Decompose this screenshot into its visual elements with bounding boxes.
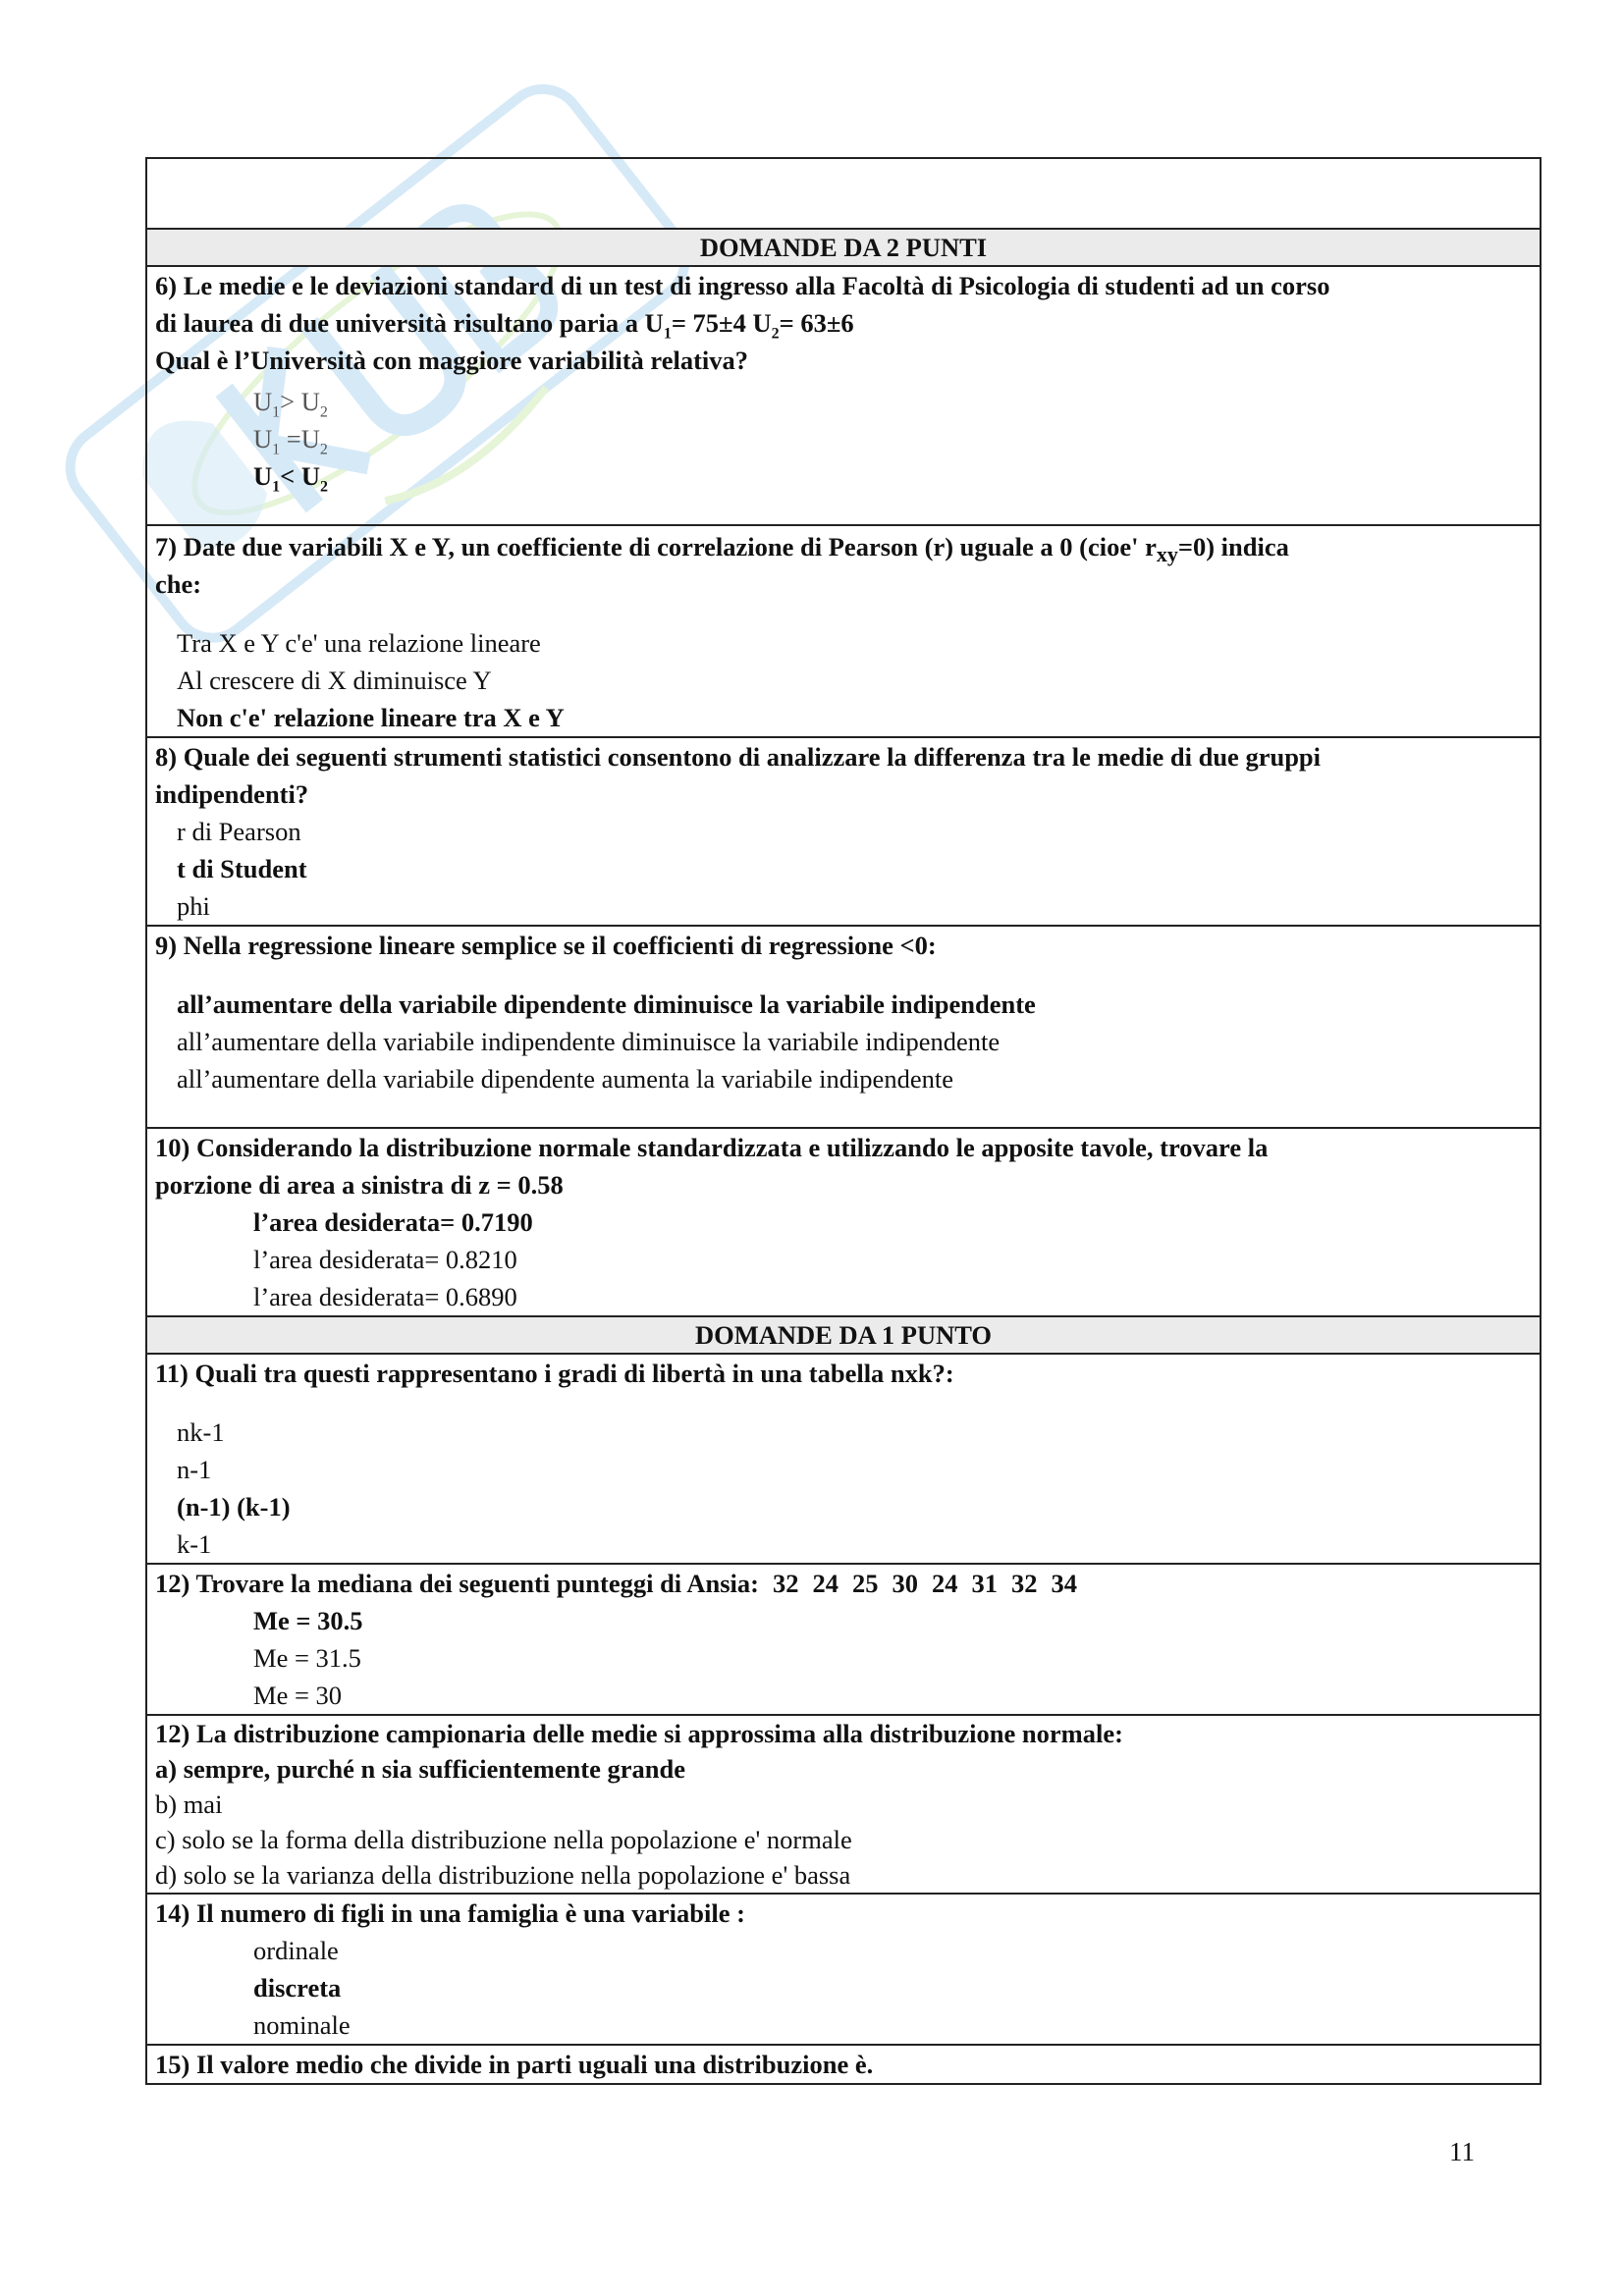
question-text: 11) Quali tra questi rappresentano i gradi di libertà in una tabella nxk?: — [155, 1359, 954, 1388]
question-text: 14) Il numero di figli in una famiglia è una variabile : — [155, 1898, 745, 1928]
question-text: porzione di area a sinistra di z = 0.58 — [155, 1170, 564, 1200]
question-14 — [146, 1894, 1541, 2045]
question-9 — [146, 926, 1541, 1128]
answer-option-correct: Non c'e' relazione lineare tra X e Y — [177, 703, 565, 732]
question-text: 6) Le medie e le deviazioni standard di un test di ingresso alla Facoltà di Psicologia di studenti ad un corso — [155, 271, 1330, 300]
section-header-2-points — [146, 229, 1541, 266]
answer-option-correct: (n-1) (k-1) — [177, 1492, 291, 1522]
section-header-1-point — [146, 1316, 1541, 1354]
question-text: di laurea di due università risultano paria a $U_1= 75\pm 4$ $U_2= 63\pm 6$ — [155, 308, 854, 343]
blank-header-row — [146, 158, 1541, 229]
answer-option: all’aumentare della variabile dipendente aumenta la variabile indipendente — [177, 1064, 953, 1094]
answer-option: d) solo se la varianza della distribuzione nella popolazione e' bassa — [155, 1860, 851, 1890]
question-text: 10) Considerando la distribuzione normale standardizzata e utilizzando le apposite tavole, trovare la — [155, 1133, 1269, 1162]
answer-option: Al crescere di X diminuisce Y — [177, 666, 492, 695]
answer-option-correct: a) sempre, purché n sia sufficientemente grande — [155, 1754, 686, 1784]
question-15 — [146, 2045, 1541, 2084]
question-10 — [146, 1128, 1541, 1316]
answer-option: $U_1 =U_2$ — [253, 424, 328, 458]
answer-option-correct: all’aumentare della variabile dipendente diminuisce la variabile indipendente — [177, 989, 1036, 1019]
answer-option: Me = 30 — [253, 1681, 343, 1710]
question-text: 7) Date due variabili X e Y, un coefficiente di correlazione di Pearson (r) uguale a 0 (cioe' $r_{xy}=0$) indica — [155, 532, 1289, 566]
question-7 — [146, 525, 1541, 737]
question-text: 8) Quale dei seguenti strumenti statistici consentono di analizzare la differenza tra le medie di due gruppi — [155, 742, 1322, 772]
answer-option: nominale — [253, 2010, 351, 2040]
question-6 — [146, 266, 1541, 525]
question-12-sampling — [146, 1715, 1541, 1894]
answer-option: c) solo se la forma della distribuzione nella popolazione e' normale — [155, 1825, 852, 1854]
question-12-median — [146, 1564, 1541, 1715]
answer-option: nk-1 — [177, 1417, 225, 1447]
section-title: DOMANDE DA 1 PUNTO — [146, 1316, 1541, 1354]
answer-option-correct: $U_1< U_2$ — [253, 461, 329, 496]
answer-option-correct: l’area desiderata= 0.7190 — [253, 1207, 533, 1237]
section-title: DOMANDE DA 2 PUNTI — [146, 229, 1541, 266]
answer-option: n-1 — [177, 1455, 212, 1484]
answer-option: $U_1> U_2$ — [253, 387, 328, 421]
exam-table — [145, 157, 1542, 2085]
question-text: che: — [155, 569, 202, 599]
question-text: 15) Il valore medio che divide in parti uguali una distribuzione è. — [155, 2050, 874, 2079]
answer-option: k-1 — [177, 1529, 212, 1559]
question-text: indipendenti? — [155, 779, 309, 809]
answer-option-correct: t di Student — [177, 854, 307, 883]
question-text: 9) Nella regressione lineare semplice se il coefficienti di regressione <0: — [155, 931, 937, 960]
answer-option: ordinale — [253, 1936, 339, 1965]
question-text: Qual è l’Università con maggiore variabilità relativa? — [155, 346, 749, 375]
answer-option: Tra X e Y c'e' una relazione lineare — [177, 628, 541, 658]
answer-option-correct: discreta — [253, 1973, 342, 2002]
answer-option-correct: Me = 30.5 — [253, 1606, 363, 1635]
answer-option: phi — [177, 891, 210, 921]
question-text: 12) La distribuzione campionaria delle medie si approssima alla distribuzione normale: — [155, 1719, 1123, 1748]
question-8 — [146, 737, 1541, 926]
answer-option: l’area desiderata= 0.8210 — [253, 1245, 517, 1274]
answer-option: b) mai — [155, 1789, 223, 1819]
answer-option: all’aumentare della variabile indipendente diminuisce la variabile indipendente — [177, 1027, 1001, 1056]
answer-option: l’area desiderata= 0.6890 — [253, 1282, 517, 1311]
question-text: 12) Trovare la mediana dei seguenti punteggi di Ansia: 32 24 25 30 24 31 32 34 — [155, 1569, 1077, 1598]
question-11 — [146, 1354, 1541, 1564]
answer-option: Me = 31.5 — [253, 1643, 361, 1673]
page-number: 11 — [1449, 2137, 1475, 2166]
answer-option: r di Pearson — [177, 817, 301, 846]
